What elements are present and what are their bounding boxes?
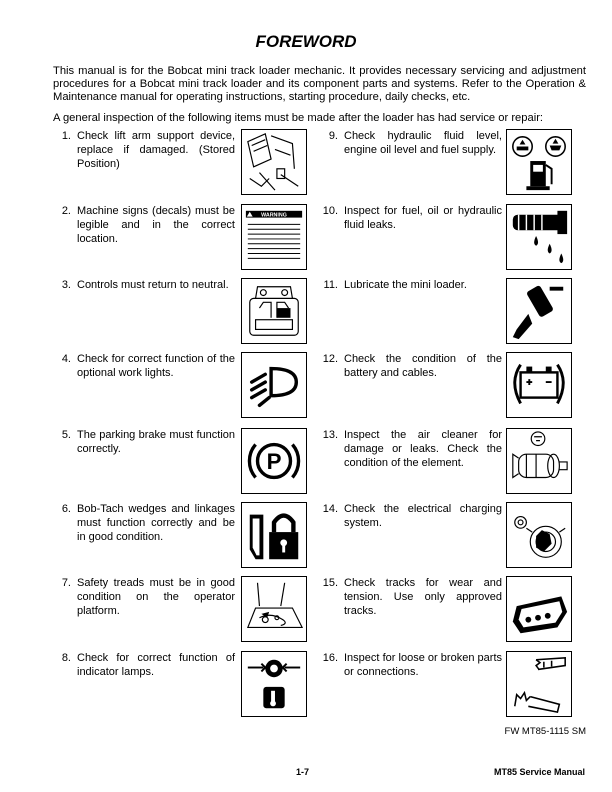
- safety-tread-icon: [241, 576, 307, 642]
- lift-arm-support-icon: [241, 129, 307, 195]
- page-number: 1-7: [296, 767, 310, 777]
- indicator-lamps-icon: [241, 651, 307, 717]
- track-icon: [506, 576, 572, 642]
- fluid-levels-icon: [506, 129, 572, 195]
- fluid-leak-icon: [506, 204, 572, 270]
- warning-decal-icon: [241, 204, 307, 270]
- bob-tach-lock-icon: [241, 502, 307, 568]
- operator-controls-icon: [241, 278, 307, 344]
- grease-gun-icon: [506, 278, 572, 344]
- parking-brake-icon: [241, 428, 307, 494]
- work-light-icon: [241, 352, 307, 418]
- svg-text:P: P: [266, 448, 282, 474]
- battery-icon: [506, 352, 572, 418]
- svg-text:WARNING: WARNING: [261, 212, 287, 219]
- broken-parts-icon: [506, 651, 572, 717]
- inspection-intro: A general inspection of the following items must be made after the loader has had service or repair:: [53, 112, 544, 124]
- air-cleaner-icon: [506, 428, 572, 494]
- manual-title: MT85 Service Manual: [493, 767, 585, 777]
- page-title: FOREWORD: [255, 32, 357, 51]
- intro-paragraph: This manual is for the Bobcat mini track loader mechanic. It provides necessary servicing and adjustment procedures for a Bobcat mini track loader and its component parts and systems. Refer to the Operation & Maintenance manual for operating instructions, starting procedure, daily checks, etc.: [53, 65, 586, 104]
- document-code: FW MT85-1115 SM: [504, 726, 586, 737]
- alternator-icon: [506, 502, 572, 568]
